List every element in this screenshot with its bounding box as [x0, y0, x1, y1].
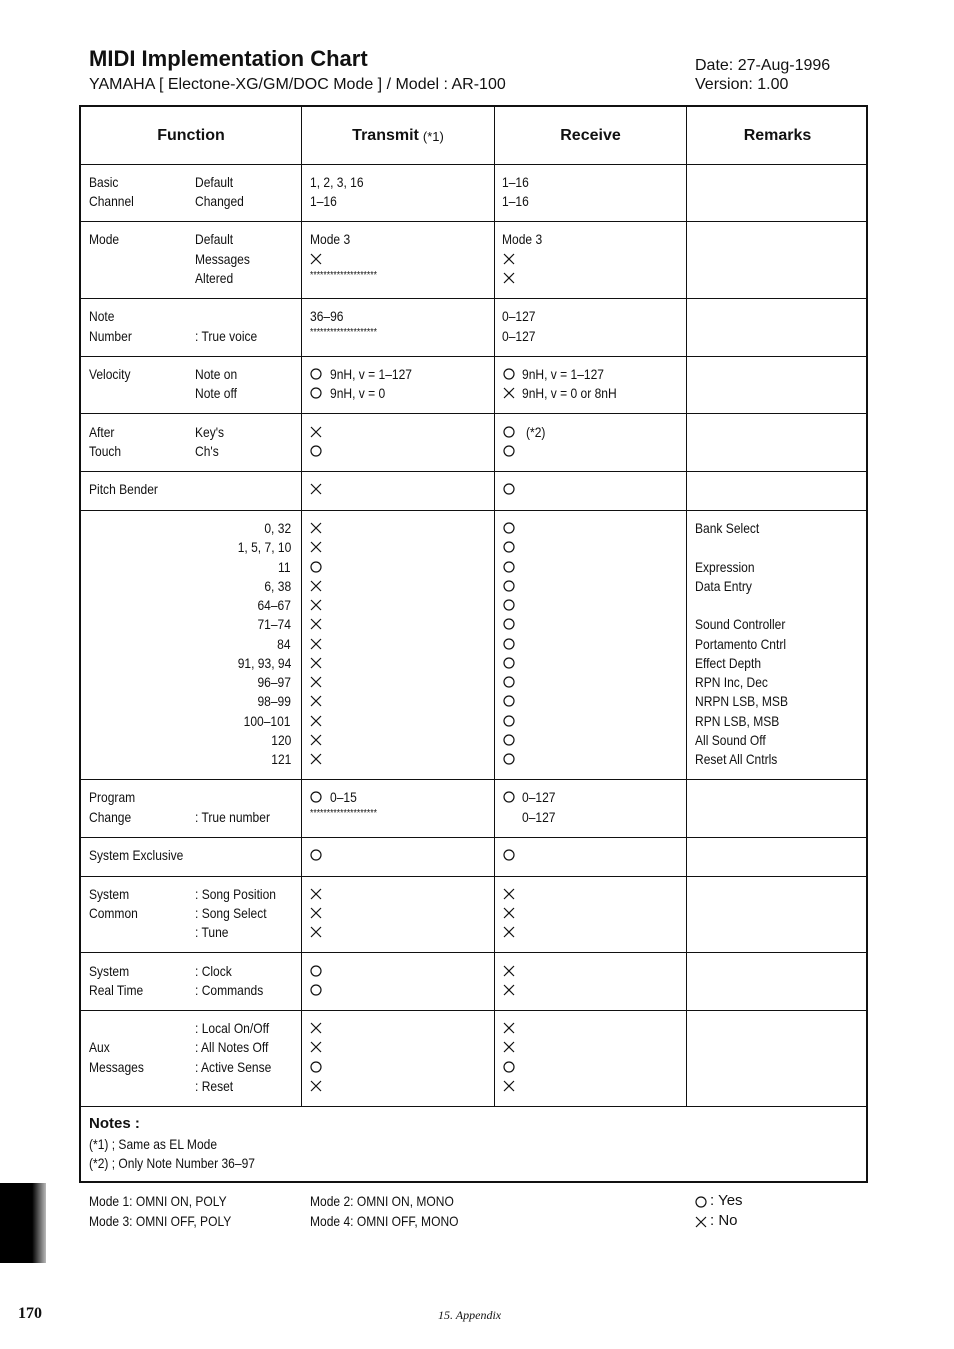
cross-icon: [310, 599, 322, 611]
control-number: 120: [270, 731, 291, 748]
program-receive-1: 0–127: [522, 789, 556, 805]
cross-icon: [310, 676, 322, 688]
note-receive-2: 0–127: [502, 328, 536, 344]
circle-icon: [503, 522, 515, 534]
control-number: 100–101: [244, 712, 291, 729]
page-number: 170: [18, 1305, 42, 1322]
program-receive-2: 0–127: [522, 809, 556, 825]
note-transmit-stars: ********************: [310, 327, 377, 338]
mode-sub-default: Default: [195, 231, 234, 247]
circle-icon: [503, 791, 515, 803]
circle-icon: [310, 849, 322, 861]
cross-icon: [503, 1041, 515, 1053]
mode-receive-default: Mode 3: [502, 231, 543, 247]
header-remarks: Remarks: [743, 127, 812, 144]
control-remark: Effect Depth: [695, 654, 762, 671]
row-divider: [81, 837, 866, 838]
basic-receive-changed: 1–16: [502, 193, 529, 209]
after-label-2: Touch: [89, 443, 122, 459]
header-transmit: Transmit (*1): [352, 127, 444, 144]
circle-icon: [503, 618, 515, 630]
cross-icon: [310, 657, 322, 669]
cross-icon: [310, 580, 322, 592]
circle-icon: [503, 715, 515, 727]
common-sub-song-position: : Song Position: [195, 886, 276, 902]
realtime-sub-commands: : Commands: [195, 982, 264, 998]
note-sub-true-voice: : True voice: [195, 328, 258, 344]
cross-icon: [310, 907, 322, 919]
cross-icon: [310, 618, 322, 630]
header-receive: Receive: [560, 127, 621, 144]
common-sub-tune: : Tune: [195, 924, 229, 940]
control-number: 121: [270, 751, 291, 767]
cross-icon: [310, 715, 322, 727]
basic-transmit-changed: 1–16: [310, 193, 337, 209]
cross-icon: [503, 253, 515, 265]
basic-label-2: Channel: [89, 193, 134, 209]
velocity-receive-on: 9nH, v = 1–127: [522, 366, 605, 382]
legend-mode2: Mode 2: OMNI ON, MONO: [310, 1193, 454, 1209]
legend-no: : No: [710, 1212, 738, 1229]
realtime-label-2: Real Time: [89, 982, 144, 998]
cross-icon: [310, 1041, 322, 1053]
circle-icon: [503, 368, 515, 380]
row-divider: [81, 413, 866, 414]
circle-icon: [310, 445, 322, 457]
note-item-1: (*1) ; Same as EL Mode: [89, 1136, 218, 1152]
note-item-2: (*2) ; Only Note Number 36–97: [89, 1155, 255, 1171]
velocity-transmit-off: 9nH, v = 0: [330, 385, 386, 401]
circle-icon: [503, 426, 515, 438]
column-divider: [494, 107, 495, 1107]
control-remark: Reset All Cntrls: [695, 751, 778, 767]
cross-icon: [310, 1080, 322, 1092]
circle-icon: [503, 445, 515, 457]
row-divider: [81, 471, 866, 472]
control-remark: Bank Select: [695, 520, 760, 536]
chart-subtitle: YAMAHA [ Electone-XG/GM/DOC Mode ] / Model : AR-100: [89, 76, 506, 93]
control-remark: Portamento Cntrl: [695, 635, 787, 652]
circle-icon: [695, 1196, 707, 1208]
realtime-label-1: System: [89, 963, 130, 979]
cross-icon: [310, 926, 322, 938]
circle-icon: [503, 541, 515, 553]
note-transmit: 36–96: [310, 308, 344, 324]
mode-transmit-stars: ********************: [310, 270, 377, 281]
cross-icon: [310, 483, 322, 495]
cross-icon: [310, 695, 322, 707]
cross-icon: [503, 888, 515, 900]
control-number: 71–74: [257, 616, 291, 633]
program-sub-true-number: : True number: [195, 809, 270, 825]
after-sub-chs: Ch's: [195, 443, 219, 459]
mode-sub-messages: Messages: [195, 251, 250, 267]
circle-icon: [310, 561, 322, 573]
basic-sub-default: Default: [195, 174, 234, 190]
circle-icon: [310, 791, 322, 803]
control-remark: RPN LSB, MSB: [695, 712, 780, 729]
cross-icon: [310, 753, 322, 765]
legend-mode1: Mode 1: OMNI ON, POLY: [89, 1193, 227, 1209]
column-divider: [301, 107, 302, 1107]
chart-title: MIDI Implementation Chart: [89, 46, 368, 71]
chart-date: Date: 27-Aug-1996: [695, 57, 831, 74]
notes-title: Notes :: [89, 1115, 140, 1132]
after-sub-keys: Key's: [195, 424, 225, 440]
header-function: Function: [157, 127, 225, 144]
row-divider: [81, 1106, 866, 1107]
basic-label-1: Basic: [89, 174, 119, 190]
cross-icon: [503, 1080, 515, 1092]
basic-sub-changed: Changed: [195, 193, 244, 209]
control-remark: All Sound Off: [695, 731, 766, 748]
note-label-2: Number: [89, 328, 132, 344]
control-number: 84: [277, 635, 291, 652]
legend-mode3: Mode 3: OMNI OFF, POLY: [89, 1213, 232, 1229]
aux-label-1: Aux: [89, 1039, 110, 1055]
after-receive-note: (*2): [526, 424, 546, 440]
circle-icon: [503, 753, 515, 765]
pitch-label: Pitch Bender: [89, 481, 158, 497]
common-sub-song-select: : Song Select: [195, 905, 267, 921]
row-divider: [81, 876, 866, 877]
circle-icon: [310, 387, 322, 399]
circle-icon: [503, 638, 515, 650]
cross-icon: [310, 426, 322, 438]
circle-icon: [310, 984, 322, 996]
velocity-transmit-on: 9nH, v = 1–127: [330, 366, 413, 382]
cross-icon: [310, 522, 322, 534]
row-divider: [81, 510, 866, 511]
row-divider: [81, 779, 866, 780]
cross-icon: [503, 926, 515, 938]
mode-sub-altered: Altered: [195, 270, 234, 286]
control-number: 64–67: [257, 597, 291, 613]
legend-yes: : Yes: [710, 1192, 743, 1209]
basic-receive-default: 1–16: [502, 174, 529, 190]
control-number: 1, 5, 7, 10: [237, 539, 291, 556]
cross-icon: [310, 253, 322, 265]
section-footer: 15. Appendix: [438, 1308, 502, 1322]
circle-icon: [503, 734, 515, 746]
control-remark: Sound Controller: [695, 616, 786, 633]
aux-sub-reset: : Reset: [195, 1078, 234, 1094]
row-divider: [81, 221, 866, 222]
cross-icon: [310, 888, 322, 900]
cross-icon: [310, 638, 322, 650]
circle-icon: [310, 1061, 322, 1073]
circle-icon: [503, 676, 515, 688]
program-transmit: 0–15: [330, 789, 357, 805]
circle-icon: [503, 483, 515, 495]
velocity-sub-note-on: Note on: [195, 366, 238, 382]
cross-icon: [310, 541, 322, 553]
program-transmit-stars: ********************: [310, 808, 377, 819]
circle-icon: [503, 580, 515, 592]
row-divider: [81, 1010, 866, 1011]
circle-icon: [503, 561, 515, 573]
basic-transmit-default: 1, 2, 3, 16: [310, 174, 364, 190]
control-number: 96–97: [257, 674, 291, 690]
common-label-1: System: [89, 886, 130, 902]
control-remark: NRPN LSB, MSB: [695, 693, 789, 710]
program-label-1: Program: [89, 789, 136, 805]
velocity-sub-note-off: Note off: [195, 385, 237, 401]
note-label-1: Note: [89, 308, 115, 324]
velocity-receive-off: 9nH, v = 0 or 8nH: [522, 385, 617, 401]
aux-sub-all-notes-off: : All Notes Off: [195, 1039, 269, 1055]
velocity-label: Velocity: [89, 366, 131, 382]
common-label-2: Common: [89, 905, 138, 921]
circle-icon: [503, 695, 515, 707]
column-divider: [686, 107, 687, 1107]
aux-sub-local: : Local On/Off: [195, 1020, 270, 1036]
circle-icon: [503, 1061, 515, 1073]
note-receive-1: 0–127: [502, 308, 536, 324]
cross-icon: [503, 984, 515, 996]
cross-icon: [503, 965, 515, 977]
cross-icon: [310, 1022, 322, 1034]
control-number: 91, 93, 94: [237, 654, 291, 671]
control-remark: RPN Inc, Dec: [695, 674, 768, 690]
circle-icon: [503, 657, 515, 669]
realtime-sub-clock: : Clock: [195, 963, 232, 979]
circle-icon: [310, 368, 322, 380]
cross-icon: [503, 907, 515, 919]
control-remark: Data Entry: [695, 577, 752, 594]
sysex-label: System Exclusive: [89, 847, 184, 863]
program-label-2: Change: [89, 809, 132, 825]
cross-icon: [503, 1022, 515, 1034]
row-divider: [81, 952, 866, 953]
legend-mode4: Mode 4: OMNI OFF, MONO: [310, 1213, 459, 1229]
circle-icon: [503, 599, 515, 611]
cross-icon: [503, 272, 515, 284]
circle-icon: [310, 965, 322, 977]
control-number: 98–99: [257, 693, 291, 710]
chart-version: Version: 1.00: [695, 76, 789, 93]
control-number: 0, 32: [264, 520, 291, 536]
cross-icon: [310, 734, 322, 746]
mode-label: Mode: [89, 231, 120, 247]
control-remark: Expression: [695, 558, 755, 575]
row-divider: [81, 298, 866, 299]
mode-transmit-default: Mode 3: [310, 231, 351, 247]
cross-icon: [695, 1216, 707, 1228]
aux-sub-active-sense: : Active Sense: [195, 1059, 272, 1075]
control-number: 11: [278, 558, 291, 575]
aux-label-2: Messages: [89, 1059, 144, 1075]
row-divider: [81, 356, 866, 357]
control-number: 6, 38: [264, 577, 291, 594]
cross-icon: [503, 387, 515, 399]
circle-icon: [503, 849, 515, 861]
page-edge-tab: [0, 1183, 46, 1263]
after-label-1: After: [89, 424, 115, 440]
